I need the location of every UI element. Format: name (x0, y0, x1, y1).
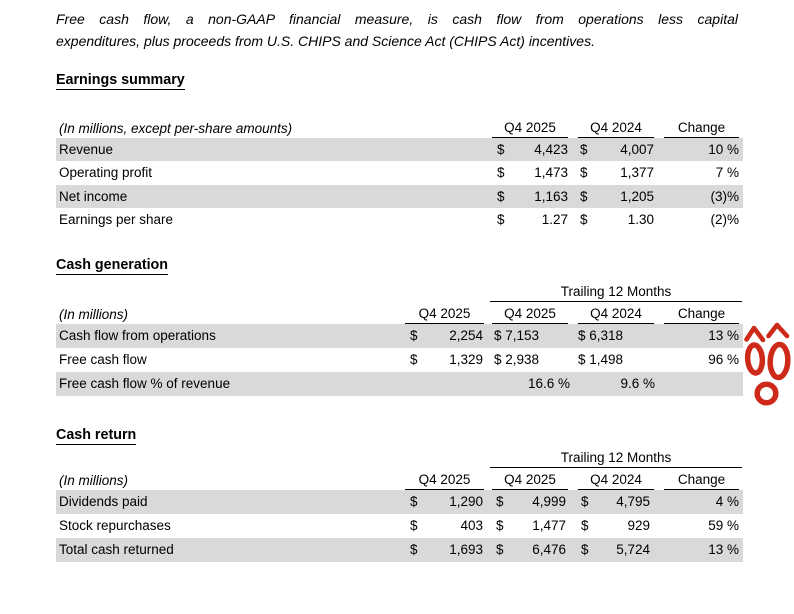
change-cell: 13 % (708, 542, 739, 557)
column-header-ttm-2024: Q4 2024 (578, 472, 654, 490)
value-cell: $ 1.27 (497, 212, 568, 227)
table-row (56, 138, 743, 162)
table-row (56, 208, 743, 232)
right-eye (769, 344, 788, 378)
table-row (56, 514, 743, 538)
column-header-quarter: Q4 2025 (405, 472, 484, 490)
unit-note: (In millions) (59, 473, 129, 488)
value-cell: $ 1,693 (410, 542, 483, 557)
table-row (56, 538, 743, 562)
change-cell: 96 % (708, 352, 739, 367)
column-header-change: Change (664, 472, 739, 490)
column-header-q4-2024: Q4 2024 (578, 120, 654, 138)
section-heading-cash-generation: Cash generation (56, 257, 169, 273)
value-cell: $ 4,007 (580, 141, 654, 157)
row-label: Revenue (59, 141, 114, 157)
row-label: Net income (59, 188, 128, 204)
table-header-row (56, 302, 743, 324)
unit-note: (In millions, except per-share amounts) (59, 120, 293, 136)
value-cell: $ 6,318 (578, 328, 624, 343)
change-cell: (2)% (710, 212, 739, 227)
left-eye (747, 345, 764, 374)
table-row (56, 490, 743, 514)
spanning-header-row (56, 449, 743, 468)
section-heading-cash-return: Cash return (56, 427, 137, 443)
table-row (56, 161, 743, 185)
row-label: Earnings per share (59, 212, 174, 227)
row-label: Free cash flow % of revenue (59, 376, 231, 391)
table-row (56, 372, 743, 396)
row-label: Cash flow from operations (59, 328, 216, 343)
change-cell: 59 % (708, 518, 739, 533)
value-cell: $ 403 (410, 518, 483, 533)
value-cell: $ 4,423 (497, 141, 568, 157)
value-cell: $ 929 (581, 518, 650, 533)
value-cell: $ 1.30 (580, 212, 654, 227)
value-cell: $ 4,795 (581, 494, 650, 509)
value-cell: 9.6 % (620, 376, 655, 391)
change-cell: 10 % (708, 141, 739, 157)
value-cell: $ 1,473 (497, 165, 568, 180)
value-cell: $ 1,329 (410, 352, 483, 367)
row-label: Total cash returned (59, 542, 174, 557)
value-cell: $ 2,254 (410, 328, 483, 343)
table-header-row (56, 117, 743, 138)
intro-line-2: expenditures, plus proceeds from U.S. CHIPS and Science Act (CHIPS Act) incentives. (56, 32, 595, 49)
section-heading-earnings-summary: Earnings summary (56, 72, 185, 88)
value-cell: $ 7,153 (494, 328, 540, 343)
trailing-12-months-header: Trailing 12 Months (490, 450, 742, 468)
value-cell: $ 1,377 (580, 165, 654, 180)
unit-note: (In millions) (59, 307, 129, 322)
value-cell: 16.6 % (527, 376, 570, 391)
intro-line-1: Free cash flow, a non-GAAP financial measure, is cash flow from operations less capital (56, 11, 738, 27)
column-header-change: Change (664, 120, 739, 138)
change-cell: 13 % (708, 328, 739, 343)
row-label: Stock repurchases (59, 518, 171, 533)
left-eyebrow (747, 328, 764, 340)
earnings-summary-table (56, 117, 743, 232)
value-cell: $ 1,205 (580, 188, 654, 204)
table-row (56, 324, 743, 348)
intro-paragraph (56, 9, 738, 52)
column-header-q4-2025: Q4 2025 (492, 120, 568, 138)
row-label: Operating profit (59, 165, 153, 180)
cash-return-table (56, 449, 743, 562)
right-eyebrow (769, 325, 788, 336)
value-cell: $ 5,724 (581, 542, 650, 557)
value-cell: $ 1,290 (410, 494, 483, 509)
column-header-quarter: Q4 2025 (405, 306, 484, 324)
column-header-change: Change (664, 306, 739, 324)
table-row (56, 185, 743, 209)
value-cell: $ 1,498 (578, 352, 624, 367)
value-cell: $ 1,163 (497, 188, 568, 204)
change-cell: 4 % (715, 494, 739, 509)
row-label: Free cash flow (59, 352, 147, 367)
value-cell: $ 2,938 (494, 352, 540, 367)
column-header-ttm-2024: Q4 2024 (578, 306, 654, 324)
table-header-row (56, 468, 743, 490)
change-cell: 7 % (715, 165, 739, 180)
column-header-ttm-2025: Q4 2025 (492, 306, 568, 324)
value-cell: $ 1,477 (496, 518, 566, 533)
value-cell: $ 4,999 (496, 494, 566, 509)
value-cell: $ 6,476 (496, 542, 566, 557)
spanning-header-row (56, 283, 743, 302)
trailing-12-months-header: Trailing 12 Months (490, 284, 742, 302)
cash-generation-table (56, 283, 743, 396)
change-cell: (3)% (710, 188, 739, 204)
surprised-face-doodle-icon (742, 320, 794, 410)
column-header-ttm-2025: Q4 2025 (492, 472, 568, 490)
mouth (757, 384, 776, 403)
row-label: Dividends paid (59, 494, 148, 509)
table-row (56, 348, 743, 372)
